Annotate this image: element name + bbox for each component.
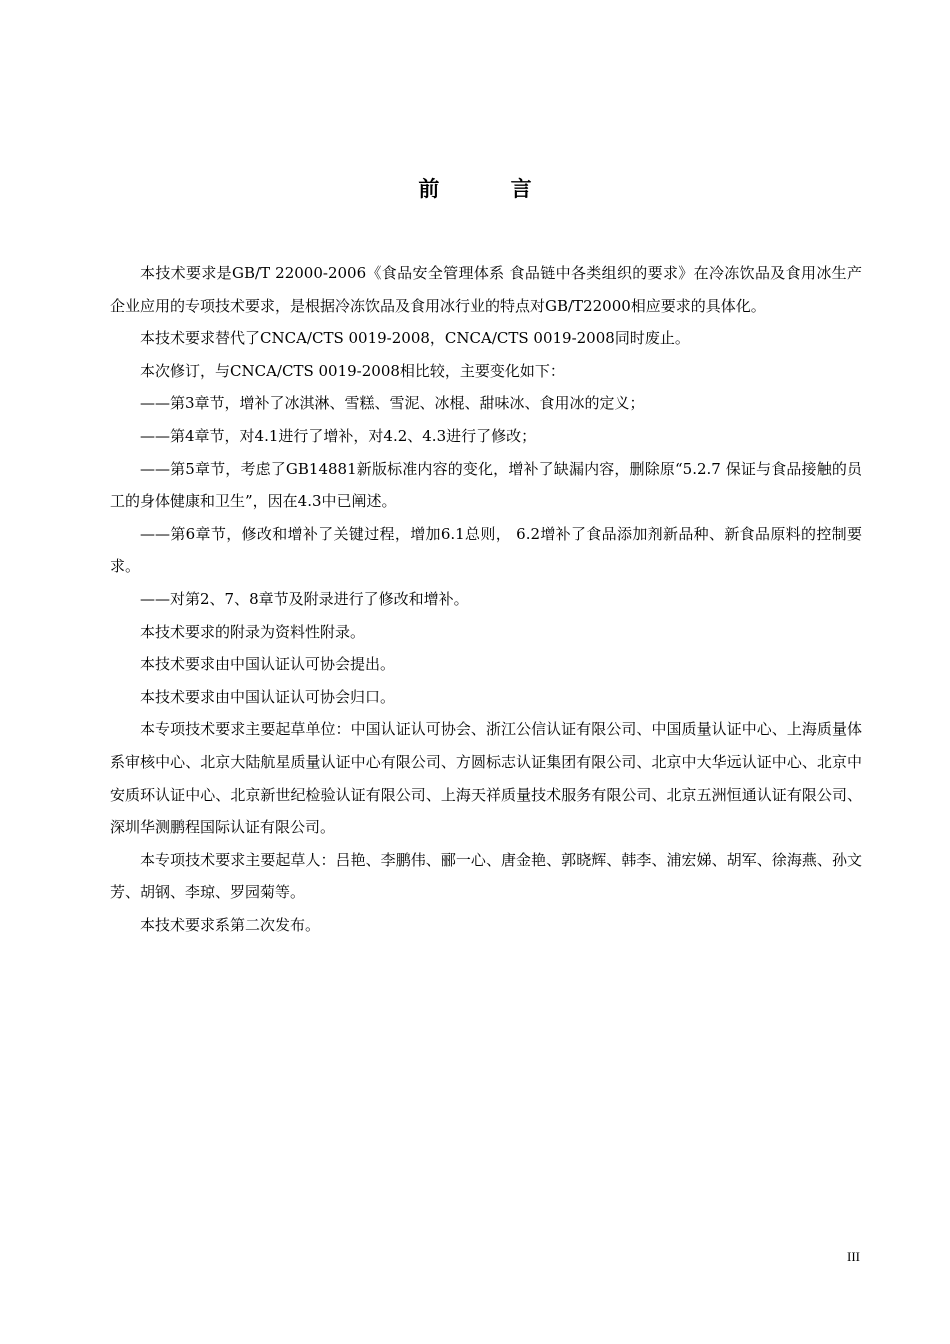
paragraph-replacement: 本技术要求替代了CNCA/CTS 0019-2008，CNCA/CTS 0019-2008同时废止。 (140, 329, 690, 348)
paragraph-change-chapter-6: ——第6章节，修改和增补了关键过程，增加6.1总则， 6.2增补了食品添加剂新品种、新食品原料的控制要求。 (110, 524, 862, 576)
paragraph-change-other-chapters: ——对第2、7、8章节及附录进行了修改和增补。 (140, 589, 469, 608)
paragraph-change-chapter-5: ——第5章节，考虑了GB14881新版标准内容的变化，增补了缺漏内容，删除原“5.2.7 保证与食品接触的员工的身体健康和卫生”，因在4.3中已阐述。 (110, 459, 862, 511)
paragraph-appendix-note: 本技术要求的附录为资料性附录。 (140, 622, 366, 641)
paragraph-drafters: 本专项技术要求主要起草人：吕艳、李鹏伟、郦一心、唐金艳、郭晓辉、韩李、浦宏娣、胡军、徐海燕、孙文芳、胡钢、李琼、罗园菊等。 (110, 850, 862, 902)
paragraph-change-chapter-3: ——第3章节，增补了冰淇淋、雪糕、雪泥、冰棍、甜味冰、食用冰的定义； (140, 394, 645, 413)
paragraph-administrator: 本技术要求由中国认证认可协会归口。 (140, 687, 396, 706)
paragraph-release-note: 本技术要求系第二次发布。 (140, 915, 321, 934)
foreword-body (110, 257, 862, 941)
paragraph-revision-intro: 本次修订，与CNCA/CTS 0019-2008相比较，主要变化如下： (140, 361, 565, 380)
paragraph-change-chapter-4: ——第4章节，对4.1进行了增补，对4.2、4.3进行了修改； (140, 426, 537, 445)
paragraph-drafting-units: 本专项技术要求主要起草单位：中国认证认可协会、浙江公信认证有限公司、中国质量认证中心、上海质量体系审核中心、北京大陆航星质量认证中心有限公司、方圆标志认证集团有限公司、北京中大华远认证中心、北京中安质环认证中心、北京新世纪检验认证有限公司、上海天祥质量技术服务有限公司、北京五洲恒通认证有限公司、深圳华测鹏程国际认证有限公司。 (110, 720, 862, 837)
paragraph-scope: 本技术要求是GB/T 22000-2006《食品安全管理体系 食品链中各类组织的要求》在冷冻饮品及食用冰生产企业应用的专项技术要求，是根据冷冻饮品及食用冰行业的特点对GB/T22000相应要求的具体化。 (110, 264, 862, 315)
page-number: III (847, 1249, 860, 1264)
paragraph-proposer: 本技术要求由中国认证认可协会提出。 (140, 655, 396, 674)
page-title: 前 言 (418, 177, 564, 201)
